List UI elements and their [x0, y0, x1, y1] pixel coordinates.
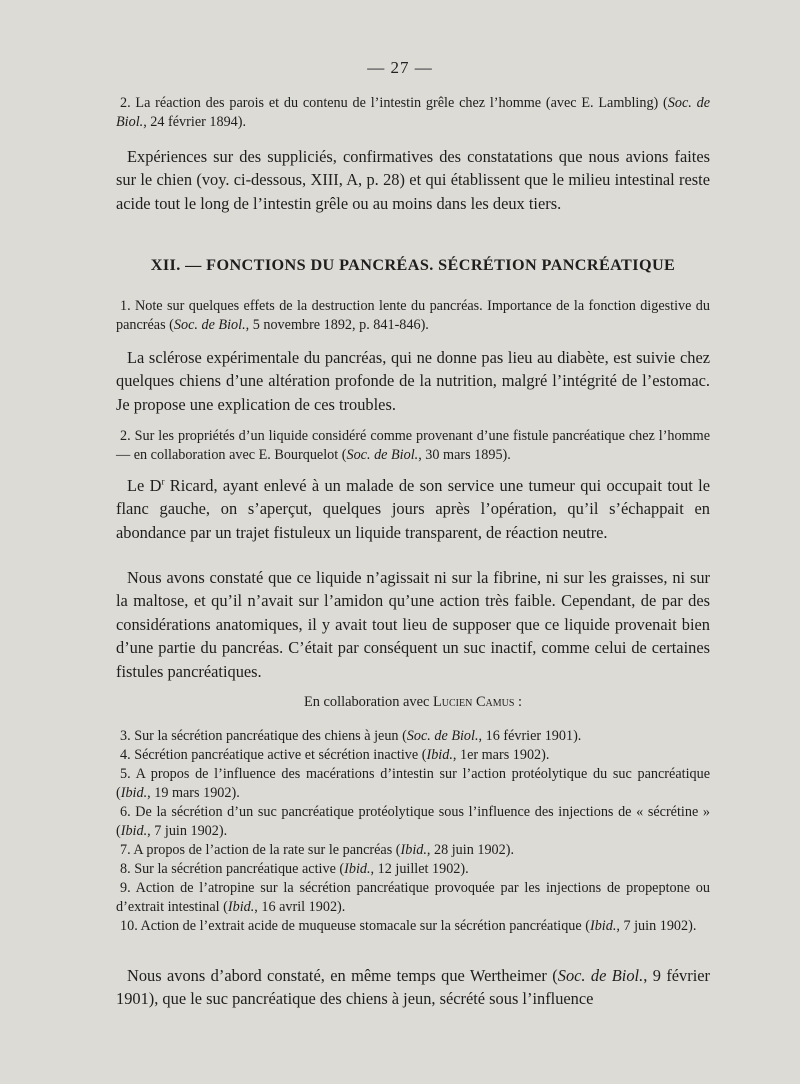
paragraph-supplicies — [116, 145, 710, 215]
collaboration-line — [116, 692, 710, 712]
entry-2-text: 2. Sur les propriétés d’un liquide considéré comme provenant d’une fistule pancréatique chez l’homme — en collaboration avec E. Bourquelot (Soc. de Biol., 30 mars 1895). — [116, 428, 710, 463]
paragraph-constate-text: Nous avons constaté que ce liquide n’agissait ni sur la fibrine, ni sur les graisses, ni sur la maltose, et qu’il n’avait sur l’amidon qu’une action très faible. Cependant, de par des considérations anatomiques, il y avait tout lieu de supposer que ce liquide provenait bien d’une partie du pancréas. C’était par conséquent un suc inactif, comme celui de certaines fistules pancréatiques. — [116, 568, 710, 681]
paragraph-sclerose-text: La sclérose expérimentale du pancréas, qui ne donne pas lieu au diabète, est suivie chez quelques chiens d’une altération profonde de la nutrition, malgré l’intégrité de l’estomac. Je propose une explication de ces troubles. — [116, 348, 710, 414]
section-xii — [116, 254, 710, 276]
entries-camus — [116, 727, 710, 936]
entry-6: 6. De la sécrétion d’un suc pancréatique protéolytique sous l’influence des injections de « sécrétine » (Ibid., 7 juin 1902). — [116, 804, 710, 839]
section-heading: XII. — FONCTIONS DU PANCRÉAS. SÉCRÉTION PANCRÉATIQUE — [150, 256, 676, 274]
collaboration-heading: En collaboration avec Lucien Camus : — [303, 694, 523, 710]
entry-4: 4. Sécrétion pancréatique active et sécrétion inactive (Ibid., 1er mars 1902). — [120, 747, 550, 763]
paragraph-final — [116, 964, 710, 1011]
paragraph-ricard — [116, 474, 710, 544]
paragraph-final-text: Nous avons d’abord constaté, en même temps que Wertheimer (Soc. de Biol., 9 février 1901), que le suc pancréatique des chiens à jeun, sécrété sous l’influence — [116, 966, 711, 1009]
journal-ref: Soc. de Biol. — [557, 966, 644, 985]
paragraph-supplicies-text: Expériences sur des suppliciés, confirmatives des constatations que nous avions faites sur le chien (voy. ci-dessous, XIII, A, p. 28) et qui établissent que le milieu intestinal reste acide tout le long de l’intestin grêle ou au moins dans les deux tiers. — [116, 147, 710, 213]
journal-ref: Soc. de Biol. — [346, 447, 419, 463]
paragraph-sclerose — [116, 346, 710, 416]
entry-7: 7. A propos de l’action de la rate sur le pancréas (Ibid., 28 juin 1902). — [120, 842, 514, 858]
journal-ref: Soc. de Biol. — [116, 95, 710, 130]
journal-ref: Soc. de Biol. — [173, 317, 246, 333]
entry-3: 3. Sur la sécrétion pancréatique des chiens à jeun (Soc. de Biol., 16 février 1901). — [120, 728, 582, 744]
paragraph-constate — [116, 566, 710, 683]
entry-1-text: 1. Note sur quelques effets de la destruction lente du pancréas. Importance de la fonction digestive du pancréas (Soc. de Biol., 5 novembre 1892, p. 841-846). — [116, 298, 710, 333]
entry-5: 5. A propos de l’influence des macérations d’intestin sur l’action protéolytique du suc pancréatique (Ibid., 19 mars 1902). — [116, 766, 710, 801]
entry-8: 8. Sur la sécrétion pancréatique active (Ibid., 12 juillet 1902). — [120, 861, 469, 877]
collaborator-name: Lucien Camus — [433, 694, 515, 710]
entry-intestin — [116, 94, 710, 132]
entry-10: 10. Action de l’extrait acide de muqueuse stomacale sur la sécrétion pancréatique (Ibid., 7 juin 1902). — [120, 918, 697, 934]
entry-9: 9. Action de l’atropine sur la sécrétion pancréatique provoquée par les injections de propeptone ou d’extrait intestinal (Ibid., 16 avril 1902). — [116, 880, 710, 915]
entry-intestin-text: 2. La réaction des parois et du contenu de l’intestin grêle chez l’homme (avec E. Lambling) (Soc. de Biol., 24 février 1894). — [116, 95, 710, 130]
entry-1 — [116, 297, 710, 335]
entry-2 — [116, 427, 710, 465]
page-number: — 27 — — [367, 58, 433, 77]
paragraph-ricard-text: Le $D^r$ Ricard, ayant enlevé à un malade de son service une tumeur qui occupait tout le flanc gauche, on s’aperçut, quelques jours après l’opération, qu’il s’échappait en abondance par un trajet fistuleux un liquide transparent, de réaction neutre. — [116, 476, 710, 542]
